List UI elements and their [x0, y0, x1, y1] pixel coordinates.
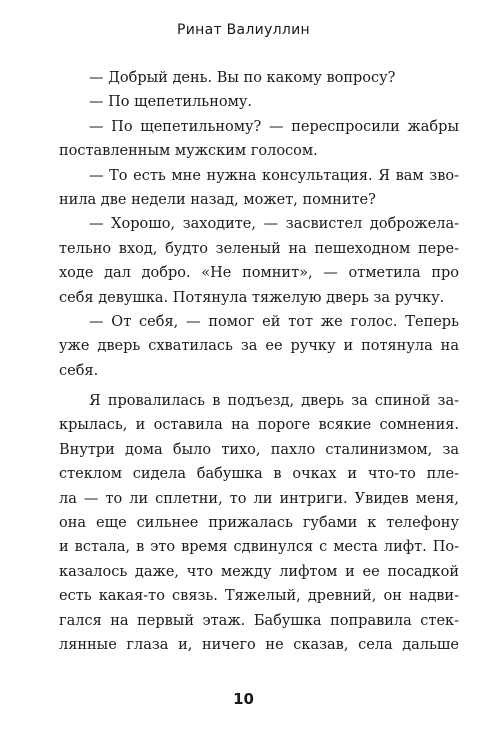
text-line: тельно вход, будто зеленый на пешеходном пере-	[59, 240, 459, 257]
text-line: и встала, в это время сдвинулся с места лифт. По-	[59, 539, 459, 556]
text-line: ходе дал добро. «Не помнит», — отметила про	[59, 265, 459, 282]
text-line: есть какая-то связь. Тяжелый, древний, он надви-	[59, 588, 459, 605]
text-line: она еще сильнее прижалась губами к телефону	[59, 515, 459, 532]
text-line: Я провалилась в подъезд, дверь за спиной за-	[89, 393, 459, 410]
text-line: — Хорошо, заходите, — засвистел доброжела-	[89, 216, 459, 233]
paragraph	[59, 310, 459, 383]
text-line: стеклом сидела бабушка в очках и что-то пле-	[59, 466, 459, 483]
body-text	[59, 66, 459, 657]
text-line: — Добрый день. Вы по какому вопросу?	[89, 70, 396, 86]
paragraph	[59, 90, 459, 114]
text-line: крылась, и оставила на пороге всякие сомнения.	[59, 417, 459, 434]
text-line: гался на первый этаж. Бабушка поправила стек-	[59, 612, 459, 629]
paragraph	[59, 115, 459, 164]
text-line: поставленным мужским голосом.	[59, 143, 318, 160]
paragraph	[59, 66, 459, 90]
text-line: себя.	[59, 362, 99, 379]
page-number: 10	[233, 690, 254, 708]
text-line: уже дверь схватилась за ее ручку и потянула на	[59, 338, 459, 355]
text-line: Внутри дома было тихо, пахло сталинизмом, за	[59, 441, 459, 458]
paragraph	[59, 212, 459, 310]
running-header: Ринат Валиуллин	[176, 22, 311, 38]
text-line: лянные глаза и, ничего не сказав, села дальше	[59, 636, 459, 653]
text-line: ла — то ли сплетни, то ли интриги. Увидев меня,	[59, 490, 459, 507]
text-line: себя девушка. Потянула тяжелую дверь за ручку.	[59, 289, 445, 306]
paragraph	[59, 389, 459, 657]
text-line: нила две недели назад, может, помните?	[59, 191, 376, 208]
text-line: — От себя, — помог ей тот же голос. Теперь	[89, 313, 459, 330]
text-line: — То есть мне нужна консультация. Я вам зво-	[89, 167, 459, 184]
text-line: казалось даже, что между лифтом и ее посадкой	[59, 563, 459, 580]
text-line: — По щепетильному? — переспросили жабры	[89, 118, 459, 135]
text-line: — По щепетильному.	[89, 94, 253, 111]
paragraph	[59, 164, 459, 213]
